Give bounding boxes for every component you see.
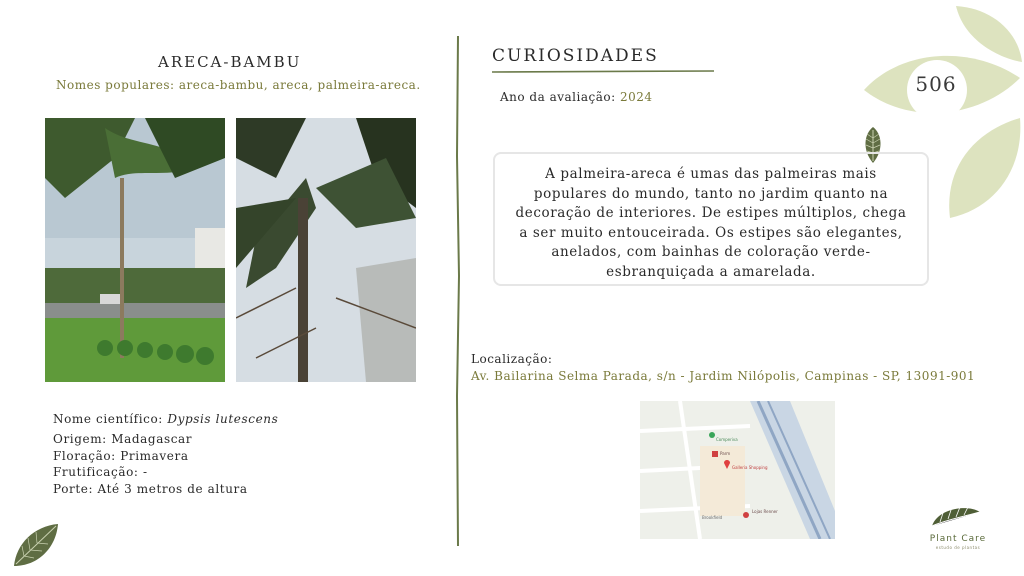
evaluation-year-value: 2024 — [619, 90, 653, 104]
scientific-name — [53, 412, 278, 426]
brand-tagline: estudo de plantas — [935, 545, 981, 550]
map-label-parm: Parm — [720, 451, 731, 456]
scientific-name-value: Dypsis lutescens — [167, 412, 279, 426]
location-label: Localização: — [471, 352, 553, 366]
size-text: Porte: Até 3 metros de altura — [53, 482, 248, 496]
evaluation-year-label: Ano da avaliação: — [500, 90, 620, 104]
brand-name: Plant Care — [929, 534, 987, 544]
vertical-divider — [455, 36, 461, 546]
scientific-name-label: Nome científico: — [53, 412, 168, 426]
origin-text: Origem: Madagascar — [53, 432, 193, 446]
map-label-comperiva: Comperiva — [716, 437, 738, 442]
popular-names: Nomes populares: areca-bambu, areca, palmeira-areca. — [56, 78, 421, 92]
curiosities-title: CURIOSIDADES — [492, 46, 659, 66]
map-label-renner: Lojas Renner — [752, 509, 778, 514]
location-address: Av. Bailarina Selma Parada, s/n - Jardim Nilópolis, Campinas - SP, 13091-901 — [471, 369, 976, 383]
leaf-decoration-bottom-left — [10, 520, 62, 570]
map-label-brookfield: Brookfield — [702, 515, 723, 520]
fruiting-text: Frutificação: - — [53, 465, 148, 479]
evaluation-year — [500, 90, 653, 104]
flowering-text: Floração: Primavera — [53, 449, 189, 463]
plant-photo-palm — [236, 118, 416, 382]
plant-photo-garden — [45, 118, 225, 382]
plant-name-title: ARECA-BAMBU — [158, 53, 302, 71]
curiosities-underline — [492, 69, 714, 74]
curiosities-text-box: A palmeira-areca é umas das palmeiras mais populares do mundo, tanto no jardim quanto na decoração de interiores. De estipes múltiplos, chega a ser muito entouceirada. Os estipes são elegantes, anelados, com bainhas de coloração verde-esbranquiçada a amarelada. — [493, 152, 929, 286]
map-label-galleria: Galleria Shopping — [732, 465, 768, 470]
location-map[interactable] — [640, 401, 835, 539]
plant-number: 506 — [915, 72, 957, 96]
